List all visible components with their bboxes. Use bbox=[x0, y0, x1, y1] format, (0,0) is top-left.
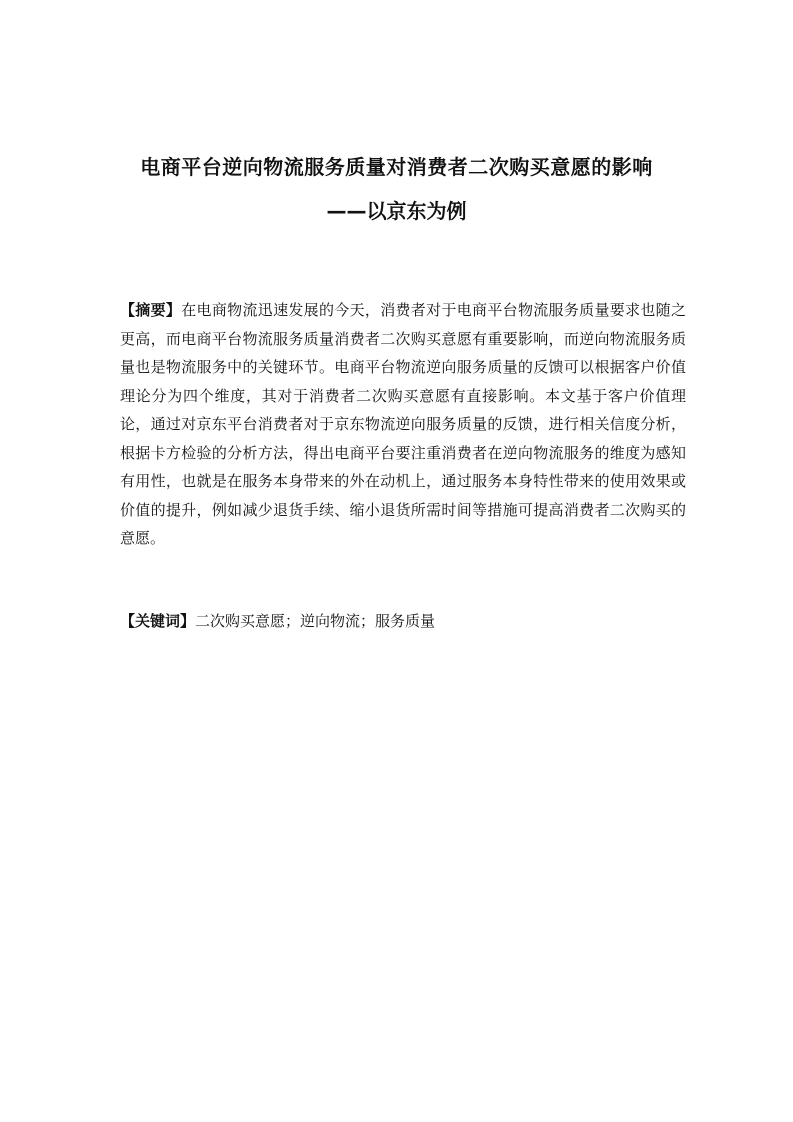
document-title: 电商平台逆向物流服务质量对消费者二次购买意愿的影响 bbox=[140, 155, 653, 179]
keywords-paragraph bbox=[120, 607, 686, 635]
keywords-text: 二次购买意愿；逆向物流；服务质量 bbox=[195, 612, 436, 630]
document-subtitle: ——以京东为例 bbox=[326, 199, 467, 223]
abstract-label: 【摘要】 bbox=[120, 301, 182, 319]
title-block bbox=[0, 150, 793, 228]
abstract-text: 在电商物流迅速发展的今天，消费者对于电商平台物流服务质量要求也随之更高，而电商平台物流服务质量消费者二次购买意愿有重要影响，而逆向物流服务质量也是物流服务中的关键环节。电商平台物流逆向服务质量的反馈可以根据客户价值理论分为四个维度，其对于消费者二次购买意愿有直接影响。本文基于客户价值理论，通过对京东平台消费者对于京东物流逆向服务质量的反馈，进行相关信度分析，根据卡方检验的分析方法，得出电商平台要注重消费者在逆向物流服务的维度为感知有用性，也就是在服务本身带来的外在动机上，通过服务本身特性带来的使用效果或价值的提升，例如减少退货手续、缩小退货所需时间等措施可提高消费者二次购买的意愿。 bbox=[120, 301, 686, 547]
abstract-paragraph bbox=[120, 296, 686, 553]
keywords-label: 【关键词】 bbox=[120, 612, 196, 630]
